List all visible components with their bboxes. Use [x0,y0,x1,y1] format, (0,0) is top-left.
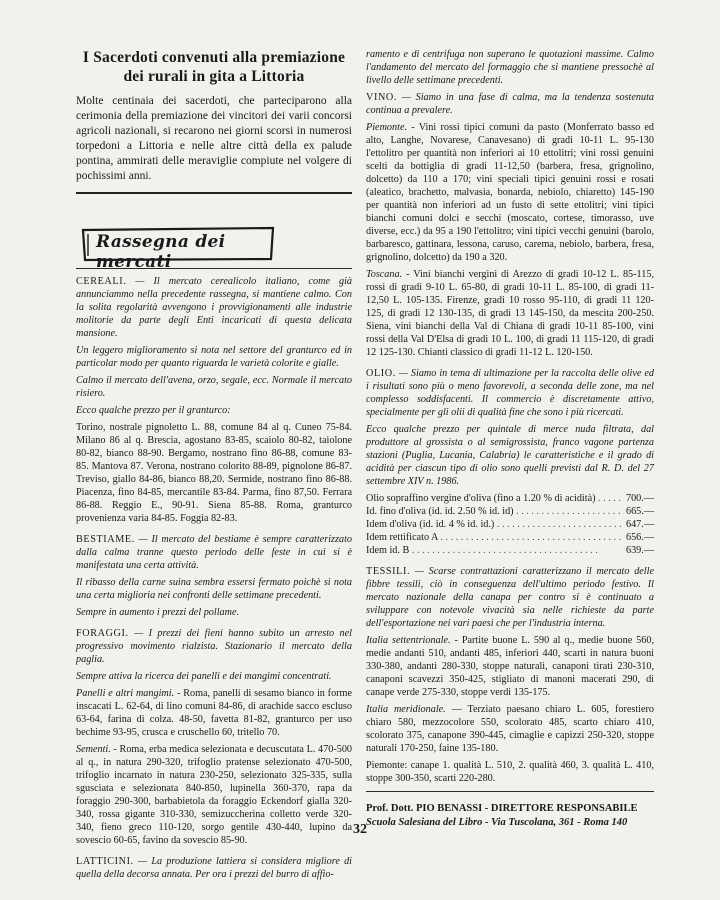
section-divider [76,192,352,194]
olio-price-row [366,518,654,531]
price-value: 700.— [625,493,654,504]
price-label: Idem rettificato A . . . [366,531,624,544]
toscana-text: - Vini bianchi vergini di Arezzo di gradi 10-12 L. 85-115, rossi di gradi 9-10 L. 65-80, di gradi 10-11 L. 85-100, di gradi 11-12,50 L. 105-135. Firenze, gradi 10 rosso 95-110, di gradi 11 120-125, di gradi 12 130-135, di gradi 13 145-150, da mescita 200-250. Siena, vini bianchi della Val di Chiana di gradi 10-11 85-100, vini rossi della Val D'Elsa di gradi 10 L. 100, di gradi 11 115-120, di gradi 12 125-130. Chianti classico di gradi 11-12 L. 120-150. [366,269,654,358]
olio-price-row [366,505,654,518]
meridionale-text: — Terziato paesano chiaro L. 605, forestiero chiaro 580, mezzocolore 550, scolorato 485, scarto chiaro 410, scolorato 375, canapone 390-445, cimaglie e capizzi 250-320, stoppe naturali 170-250, faine 135-180. [366,704,655,754]
sementi-text: - Roma, erba medica selezionata e decuscutata L. 470-500 al q., in natura 290-320, trifoglio pratense selezionato 470-500, trifoglio incarnato in natura 230-250, selezionato 325-335, sulla sgusciata e selezionata 840-850, lupinella 360-370, rapa da foraggio 290-300, barbabietola da foraggio Eckendorf gialla 320-340, rossa gigante 310-330, semizuccherina colletto verde 320-340, fieno greco 110-120, sorgo gentile 430-440, lupino da sovescio 60-65, favino da sovescio 85-90. [76,744,353,846]
olio-price-row [366,531,654,544]
cereali-intro: — Il mercato cerealicolo italiano, come già annunciammo nella precedente rassegna, si mantiene calmo. Con la solita regolarità avvengono i provvigionamenti alle industrie molitorie da parte degli Enti incaricati di questa delicata mansione. [76,276,352,339]
vino-intro: — Siamo in una fase di calma, ma la tendenza sostenuta continua a prevalere. [366,92,654,116]
olio-paragraph [366,367,654,419]
bestiame-p2: Il ribasso della carne suina sembra essersi fermato poichè si nota una certa miglioria nei confronti delle settimane precedenti. [76,577,352,601]
price-label: Olio sopraffino vergine d'oliva (fino a 1.20 % di acidità) . . . [366,492,624,505]
settentrionale-label: Italia settentrionale. [366,635,451,646]
price-label: Id. fino d'oliva (id. id. 2.50 % id. id) . . . [366,505,624,518]
latticini-intro: — La produzione lattiera si considera migliore di quella della decorsa annata. Per ora i prezzi del burro di affio- [76,856,353,880]
tessili-settentrionale [366,634,654,699]
olio-price-row [366,544,654,557]
latticini-heading: LATTICINI. [76,856,134,867]
vino-toscana [366,268,654,359]
settentrionale-text: - Partite buone L. 590 al q., medie buone 560, medie andanti 510, andanti 485, inferiori 440, scarti in natura buoni 330-380, andanti 280-330, stoppe naturali, canaponi tirati 230-310, canaponi scavezzi 350-425, stigliato di manoni macerati 290, di canape verde 275-330, stoppe verdi 135-175. [366,635,655,698]
director-line: Prof. Dott. PIO BENASSI - DIRETTORE RESPONSABILE [366,803,638,814]
olio-heading: OLIO. [366,368,396,379]
panelli-label: Panelli e altri mangimi. [76,688,175,699]
cereali-prices: Torino, nostrale pignoletto L. 88, comune 84 al q. Cuneo 75-84. Milano 86 al q. Brescia, agostano 83-85, scaiolo 80-82, taiolone 80-82, bianco 88-90. Bergamo, nostrano fino 86-88, comune 83-85. Mantova 87. Verona, nostrano colorito 88-89, pignolone 86-87. Treviso, giallo 84-86, bianco 88,20. Sermide, nostrano fino 86-88. Piacenza, fino 84-85, mercantile 83-84. Parma, fino 87,50. Ferrara 86-88. Reggio E., 90-91. Siena 85-88. Roma, granturco provenienza varia 84-85. Foggia 82-83. [76,422,352,524]
bestiame-paragraph [76,533,352,572]
page-number: 32 [353,822,367,837]
foraggi-heading: FORAGGI. [76,628,129,639]
left-column [76,48,352,885]
cereali-p4: Ecco qualche prezzo per il granturco: [76,405,231,416]
latticini-continued: ramento e di centrifuga non superano le quotazioni massime. Calmo l'andamento del mercato del formaggio che si mantiene pressochè al livello delle settimane precedenti. [366,49,654,86]
olio-p2: Ecco qualche prezzo per quintale di merce nuda filtrata, dal produttore al grossista o al semigrossista, franco vagone partenza stazioni (Puglia, Lucania, Calabria) le caratteristiche e il grado di acidità per ciascun tipo di olio sono quelli previsti dal R. D. del 27 settembre XIV n. 1986. [366,424,654,487]
foraggi-panelli [76,687,352,739]
foraggi-intro: — I prezzi dei fieni hanno subito un arresto nel progressivo movimento rialzista. Stazionario il mercato della paglia. [76,628,353,665]
banner-title: Rassegna dei mercati [96,232,226,272]
market-review-banner [80,226,276,272]
tessili-heading: TESSILI. [366,566,411,577]
cereali-heading: CEREALI. [76,276,127,287]
piemonte-text: - Vini rossi tipici comuni da pasto (Monferrato basso ed alto, Langhe, Novarese, Canavesano) di gradi 10-11 L. 95-130 l'ettolitro per quantità non inferiori ai 10 ettolitri; vini rossi genuini scelti da bottiglia di gradi 11-12,50 (barbera, fresa, grignolino, dolcetto) da 110 a 170; vini speciali tipici genuini rossi e rosati (aleatico, brachetto, malvasia, bonarda, nebiolo, chiaretto) 145-190 per quantità non inferiori ad un fusto di sette ettolitri; vini tipici bianchi comuni dolci e secchi (moscato, cortese, timorasso, uve diverse, ecc.) da 95 a 190 l'ettolitro; vini tipici vecchi genuini (barolo, barbaresco, gattinara, lessona, caruso, carema, nebiolo, barbera, fresa, grignolino, dolcetto) da 190 a 320. [366,122,655,263]
bestiame-heading: BESTIAME. [76,534,135,545]
vino-heading: VINO. [366,92,398,103]
panelli-text: - Roma, panelli di sesamo bianco in forme inscacati L. 62-64, di lino comuni 84-86, di arachide sacco escluso 63-64, farina di colza. 48-50, favetta 81-82, granturco per uso bechime 93-95, crusca e cruschello 60, tritello 70. [76,688,353,738]
cereali-p3: Calmo il mercato dell'avena, orzo, segale, ecc. Normale il mercato risiero. [76,375,352,399]
article-title: I Sacerdoti convenuti alla premiazione dei rurali in gita a Littoria [82,49,346,85]
cereali-paragraph [76,275,352,340]
meridionale-label: Italia meridionale. [366,704,446,715]
right-column [366,48,654,830]
piemonte-label: Piemonte. [366,122,408,133]
price-label: Idem id. B . . . [366,544,624,557]
price-value: 665.— [625,506,654,517]
price-label: Idem d'oliva (id. id. 4 % id. id.) . . . [366,518,624,531]
article-body: Molte centinaia dei sacerdoti, che parteciparono alla cerimonia della premiazione dei vincitori dei varii concorsi agricoli nazionali, si recarono nei giorni scorsi in numerosi torpedoni a Littoria e nelle altre città della ex palude pontina, ammirati delle meraviglie compiute nel volgere di pochissimi anni. [76,95,352,182]
price-value: 647.— [625,519,654,530]
tessili-piemonte: Piemonte: canape 1. qualità L. 510, 2. qualità 460, 3. qualità L. 410, stoppe 300-350, scarti 220-280. [366,760,654,784]
vino-paragraph [366,91,654,117]
toscana-label: Toscana. [366,269,403,280]
bestiame-intro: — Il mercato del bestiame è sempre caratterizzato dalla calma tranne questo periodo delle feste in cui si è manifestata una certa attività. [76,534,352,571]
printer-line: Scuola Salesiana del Libro - Via Tuscolana, 361 - Roma 140 [366,817,628,828]
tessili-meridionale [366,703,654,755]
cereali-p2: Un leggero miglioramento si nota nel settore del granturco ed in particolar modo per quanto riguarda le varietà colorite e gialle. [76,345,352,369]
foraggi-paragraph [76,627,352,666]
olio-price-row [366,492,654,505]
price-value: 639.— [625,545,654,556]
sementi-label: Sementi. [76,744,111,755]
vino-piemonte [366,121,654,264]
tessili-intro: — Scarse contrattazioni caratterizzano il mercato delle fibbre tessili, ciò in conseguenza dell'ultimo periodo festivo. Il mercato nazionale della canapa per contro si è continuato a sviluppare con notevole vivacità sia nelle richieste da parte dell'esportazione nei vari paesi che per l'industria interna. [366,566,654,629]
foraggi-p2: Sempre attiva la ricerca dei panelli e dei mangimi concentrati. [76,671,332,682]
price-value: 656.— [625,532,654,543]
footer-rule [366,791,654,792]
bestiame-p3: Sempre in aumento i prezzi del pollame. [76,607,240,618]
olio-price-list [366,492,654,557]
tessili-paragraph [366,565,654,630]
olio-intro: — Siamo in tema di ultimazione per la raccolta delle olive ed i risultati sono più o meno favorevoli, a seconda delle zone, ma nel complesso soddisfacenti. Il commercio è discretamente attivo, specialmente per gli olii di qualità fine che sono i più ricercati. [366,368,655,418]
latticini-paragraph [76,855,352,881]
